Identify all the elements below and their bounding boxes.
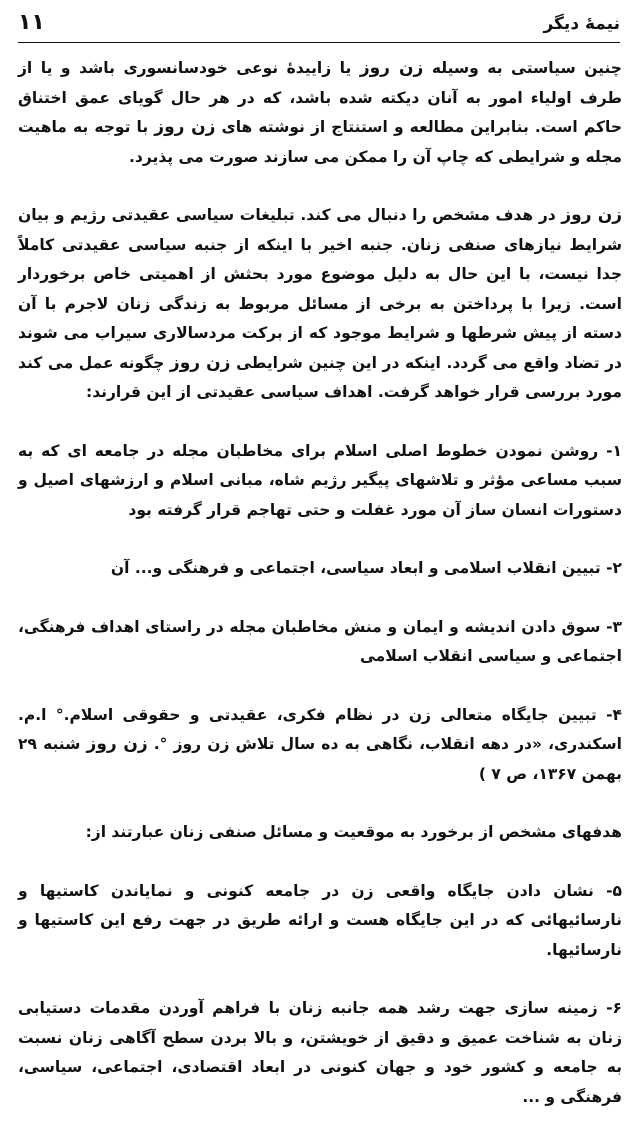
list-item-6: ۶- زمینه سازی جهت رشد همه جانبه زنان با فراهم آوردن مقدمات دستیابی زنان به شناخت عمیق و دقیق از خویشتن، و بالا بردن سطح آگاهی زنان نسبت به جامعه و کشور خود و جهان کنونی در ابعاد اقتصادی، اجتماعی، سیاسی، فرهنگی و ... bbox=[18, 999, 622, 1106]
paragraph-2-part-b: چگونه عمل می کند مورد بررسی قرار خواهد گرفت. اهداف سیاسی عقیدتی از این قرارند: bbox=[18, 353, 622, 401]
paragraph-2-part-a: در هدف مشخص را دنبال می کند. تبلیغات سیاسی عقیدتی رژیم و بیان شرایط نیازهای صنفی زنان. جنبه اخیر با اینکه از جنبه سیاسی عقیدتی کاملاً جدا نیست، با این حال به دلیل موضوع مورد بحثش از اهمیتی خاص برخوردار است. زیرا با پرداختن به برخی از مسائل مربوط به زندگی زنان لاجرم با آن دسته از پیش شرطها و شرایط موجود که از برکت مردسالاری سیراب می شوند در تضاد واقع می گردد. اینکه در این چنین شرایطی bbox=[18, 206, 623, 372]
list-item-5: ۵- نشان دادن جایگاه واقعی زن در جامعه کنونی و نمایاندن کاستیها و نارسائیهائی که در این جایگاه هست و ارائه طریق در جهت رفع این کاستیها و نارسائیها. bbox=[18, 881, 622, 959]
keyword-zan-rooz: زن روز bbox=[169, 352, 231, 373]
list-item-4-part-b: شنبه ۲۹ بهمن ۱۳۶۷، ص ۷ ) bbox=[18, 735, 622, 783]
running-title: نیمهٔ دیگر bbox=[543, 14, 620, 34]
section-heading: هدفهای مشخص از برخورد به موقعیت و مسائل صنفی زنان عبارتند از: bbox=[85, 823, 622, 841]
body-text bbox=[18, 54, 622, 1141]
list-item-4 bbox=[18, 701, 622, 790]
paragraph-1-part-b: یا زاییدهٔ نوعی خودسانسوری باشد و یا از طرف اولیاء امور به آنان دیکته شده باشد، که در هر حال گویای عمق اختناق حاکم است. بنابراین مطالعه و استنتاج از نوشته های bbox=[18, 59, 623, 136]
page-number: ۱۱ bbox=[18, 10, 45, 35]
list-item-2: ۲- تبیین انقلاب اسلامی و ابعاد سیاسی، اجتماعی و فرهنگی و... آن bbox=[110, 559, 622, 577]
keyword-zan-rooz: زن روز bbox=[154, 117, 216, 137]
page-header bbox=[18, 6, 620, 43]
list-item-1: ۱- روشن نمودن خطوط اصلی اسلام برای مخاطبان مجله در جامعه ای که به سبب مساعی مؤثر و تلاشهای پیگیر رژیم شاه، مبانی اسلام و ارزشهای اصیل و دستورات انسان ساز آن مورد غفلت و حتی تهاجم قرار گرفته بود bbox=[18, 441, 622, 519]
paragraph-1 bbox=[18, 54, 622, 172]
list-item-4-part-a: ۴- تبیین جایگاه متعالی زن در نظام فکری، عقیدتی و حقوقی اسلام.° ا.م. اسکندری، «در دهه انقلاب، نگاهی به ده سال تلاش زن روز °. bbox=[18, 705, 622, 753]
keyword-zan-rooz: زن روز bbox=[359, 58, 424, 78]
paragraph-1-part-a: چنین سیاستی به وسیله bbox=[431, 59, 622, 77]
keyword-zan-rooz: زن روز bbox=[86, 734, 148, 754]
paragraph-2 bbox=[18, 201, 622, 408]
list-item-3: ۳- سوق دادن اندیشه و ایمان و منش مخاطبان مجله در راستای اهداف فرهنگی، اجتماعی و سیاسی انقلاب اسلامی bbox=[18, 617, 622, 665]
paragraph-1-part-c: با توجه به ماهیت مجله و شرایطی که چاپ آن را ممکن می سازند صورت می پذیرد. bbox=[18, 118, 622, 166]
keyword-zan-rooz: زن روز bbox=[561, 205, 623, 225]
